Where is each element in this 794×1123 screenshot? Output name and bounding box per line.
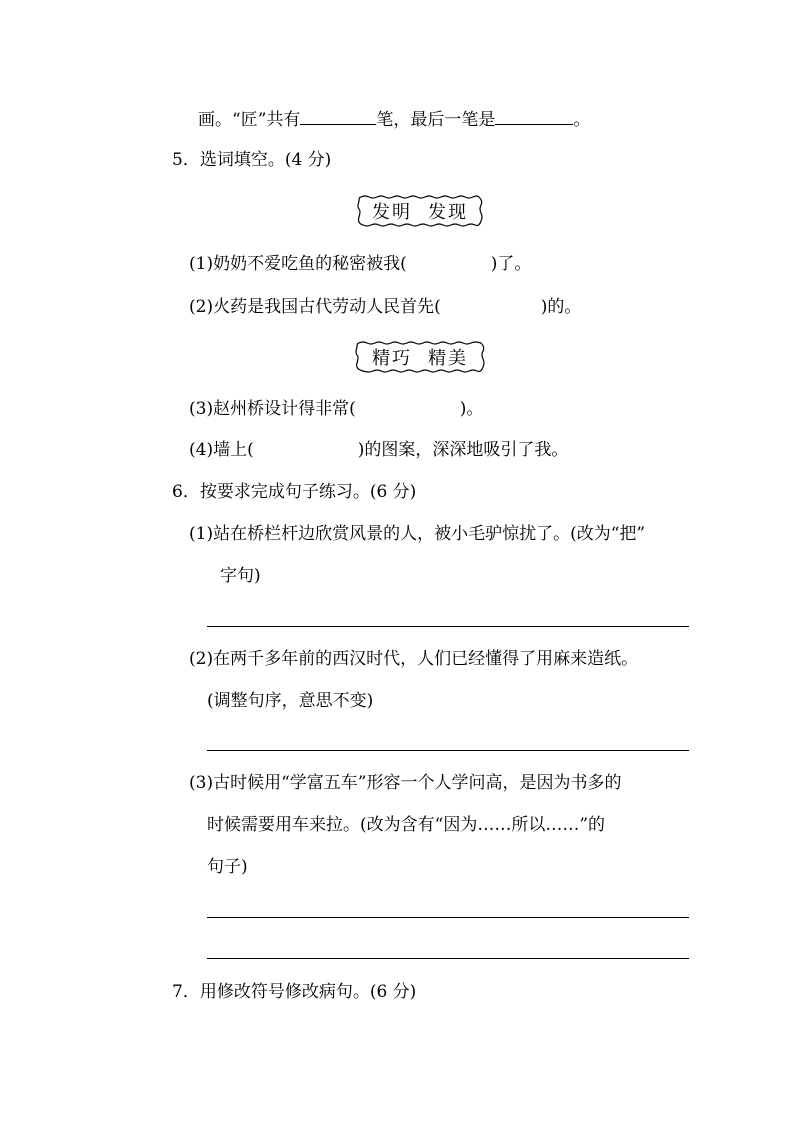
q5-item-1	[189, 252, 531, 276]
word-option-faxian: 发现	[428, 202, 468, 223]
q5-title: 5．选词填空。(4 分)	[172, 150, 332, 170]
q6-item-3-number: (3)	[189, 773, 214, 793]
q7-title: 7．用修改符号修改病句。(6 分)	[172, 982, 417, 1002]
word-box-1	[357, 195, 483, 227]
q6-item-1-text: 站在桥栏杆边欣赏风景的人，被小毛驴惊扰了。(改为“把”	[213, 524, 646, 544]
q6-item-1-answer-line[interactable]	[207, 626, 689, 627]
q5-item-3-number: (3)	[189, 399, 214, 419]
q5-item-2-number: (2)	[189, 297, 214, 317]
q5-item-2-end: )的。	[540, 297, 582, 317]
q5-item-3	[189, 397, 483, 421]
q5-item-4-end: )的图案，深深地吸引了我。	[357, 440, 569, 460]
q6-item-2-line-2: (调整句序，意思不变)	[207, 691, 374, 711]
q6-item-3-answer-line-1[interactable]	[207, 917, 689, 918]
q6-item-1-line-1	[189, 522, 645, 546]
q5-item-4-number: (4)	[189, 440, 214, 460]
q6-item-1-line-2: 字句)	[220, 566, 261, 586]
q6-item-2-text: 在两千多年前的西汉时代，人们已经懂得了用麻来造纸。	[213, 649, 639, 669]
q6-item-2-number: (2)	[189, 649, 214, 669]
q5-item-1-number: (1)	[189, 254, 214, 274]
q5-item-3-text: 赵州桥设计得非常(	[213, 399, 356, 419]
q5-item-2-text: 火药是我国古代劳动人民首先(	[213, 297, 441, 317]
q6-item-3-text: 古时候用“学富五车”形容一个人学问高，是因为书多的	[213, 773, 622, 793]
q6-item-2-answer-line[interactable]	[207, 750, 689, 751]
q6-item-3-line-2: 时候需要用车来拉。(改为含有“因为……所以……”的	[207, 815, 606, 835]
word-option-jingqiao: 精巧	[372, 348, 412, 369]
word-box-2	[355, 341, 485, 373]
q5-item-1-end: )了。	[490, 254, 532, 274]
q5-item-4	[189, 438, 568, 462]
q6-item-3-line-1	[189, 771, 621, 795]
q6-title: 6．按要求完成句子练习。(6 分)	[172, 482, 417, 502]
q6-item-3-answer-line-2[interactable]	[207, 958, 689, 959]
q6-item-3-line-3: 句子)	[207, 857, 248, 877]
q4-last-stroke-blank[interactable]	[495, 106, 573, 125]
q4-tail-text-2: 笔，最后一笔是	[376, 110, 496, 130]
word-option-faming: 发明	[372, 202, 412, 223]
q5-item-2	[189, 295, 581, 319]
q5-item-4-text: 墙上(	[213, 440, 254, 460]
q4-tail-text-3: 。	[573, 110, 591, 130]
q5-item-1-text: 奶奶不爱吃鱼的秘密被我(	[213, 254, 407, 274]
q4-stroke-count-blank[interactable]	[300, 106, 376, 125]
q6-item-2-line-1	[189, 647, 638, 671]
word-option-jingmei: 精美	[428, 348, 468, 369]
q5-item-3-end: )。	[459, 399, 484, 419]
q4-tail-text-1: 画。“匠”共有	[198, 110, 301, 130]
q4-tail-line	[198, 106, 590, 132]
q6-item-1-number: (1)	[189, 524, 214, 544]
